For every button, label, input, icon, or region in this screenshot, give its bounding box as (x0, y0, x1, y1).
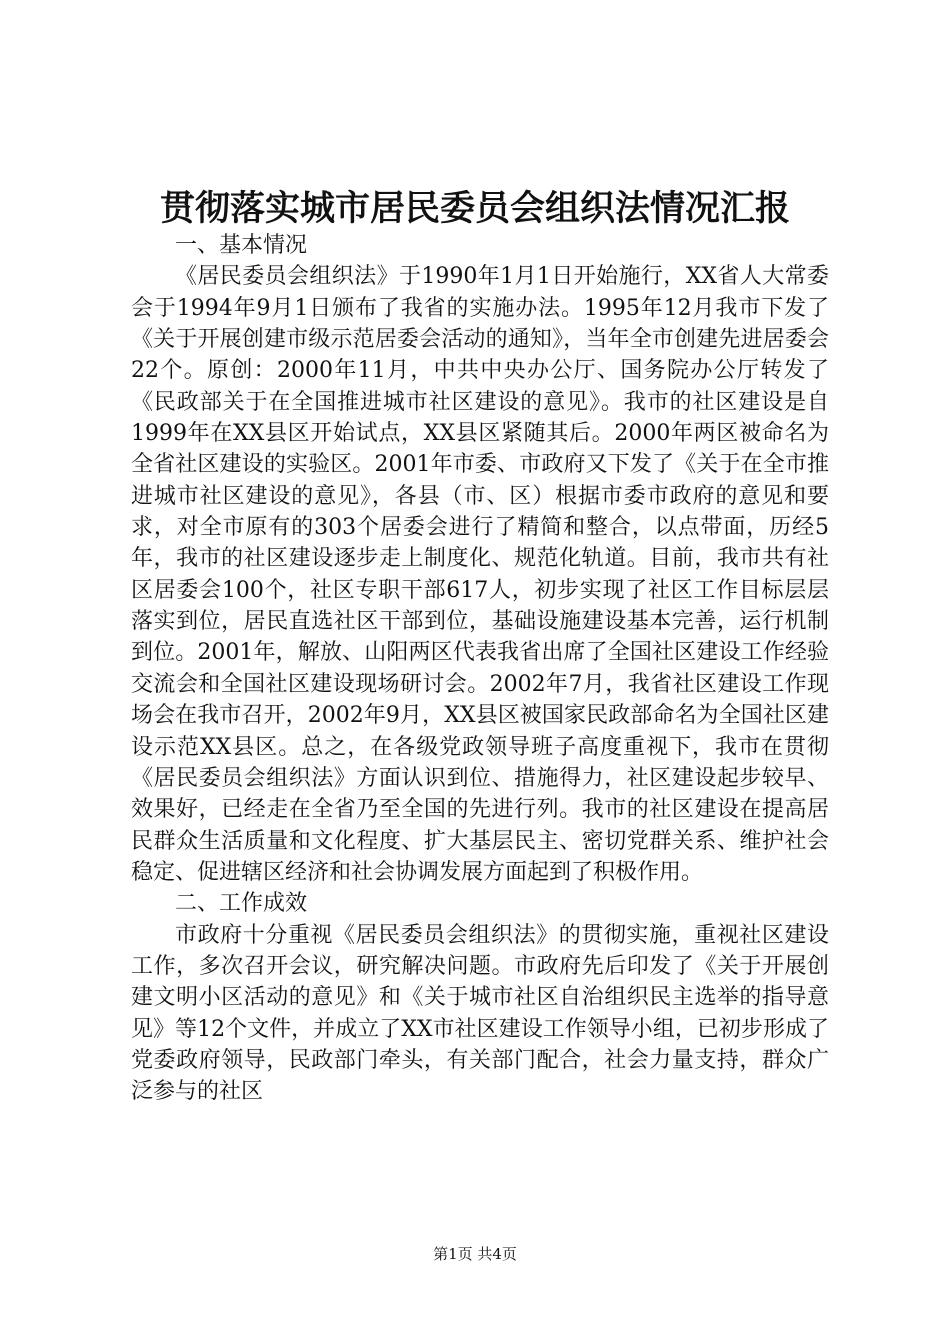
section-heading-basic-situation: 一、基本情况 (175, 233, 308, 258)
section-heading-work-results: 二、工作成效 (175, 891, 308, 917)
document-title: 贯彻落实城市居民委员会组织法情况汇报 (159, 188, 790, 229)
document-body (131, 230, 829, 1108)
page-footer: 第1页 共4页 (433, 1245, 517, 1263)
section-paragraph-work-results: 市政府十分重视《居民委员会组织法》的贯彻实施，重视社区建设工作，多次召开会议，研究解决问题。市政府先后印发了《关于开展创建文明小区活动的意见》和《关于城市社区自治组织民主选举的指导意见》等12个文件，并成立了XX市社区建设工作领导小组，已初步形成了党委政府领导，民政部门牵头，有关部门配合，社会力量支持，群众广泛参与的社区 (131, 922, 829, 1105)
section-paragraph-basic-situation: 《居民委员会组织法》于1990年1月1日开始施行，XX省人大常委会于1994年9月1日颁布了我省的实施办法。1995年12月我市下发了《关于开展创建市级示范居委会活动的通知》，当年全市创建先进居委会22个。原创：2000年11月，中共中央办公厅、国务院办公厅转发了《民政部关于在全国推进城市社区建设的意见》。我市的社区建设是自1999年在XX县区开始试点，XX县区紧随其后。2000年两区被命名为全省社区建设的实验区。2001年市委、市政府又下发了《关于在全市推进城市社区建设的意见》，各县（市、区）根据市委市政府的意见和要求，对全市原有的303个居委会进行了精简和整合，以点带面，历经5年，我市的社区建设逐步走上制度化、规范化轨道。目前，我市共有社区居委会100个，社区专职干部617人，初步实现了社区工作目标层层落实到位，居民直选社区干部到位，基础设施建设基本完善，运行机制到位。2001年，解放、山阳两区代表我省出席了全国社区建设工作经验交流会和全国社区建设现场研讨会。2002年7月，我省社区建设工作现场会在我市召开，2002年9月，XX县区被国家民政部命名为全国社区建设示范XX县区。总之，在各级党政领导班子高度重视下，我市在贯彻《居民委员会组织法》方面认识到位、措施得力，社区建设起步较早、效果好，已经走在全省乃至全国的先进行列。我市的社区建设在提高居民群众生活质量和文化程度、扩大基层民主、密切党群关系、维护社会稳定、促进辖区经济和社会协调发展方面起到了积极作用。 (131, 264, 829, 885)
